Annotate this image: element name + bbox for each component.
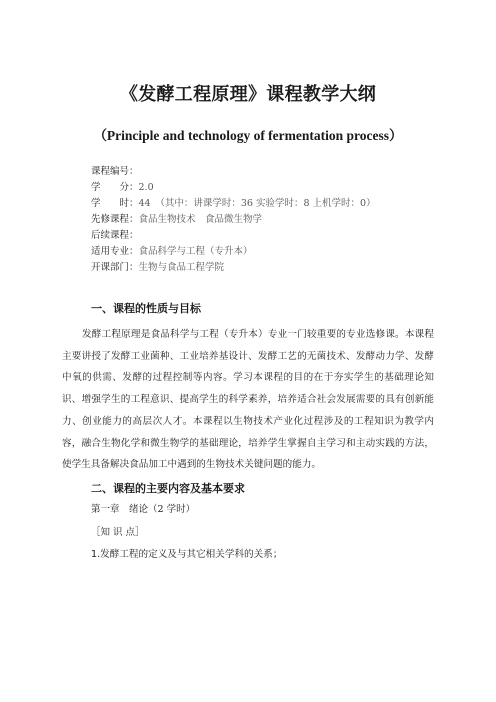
knowledge-points-label: ［知 识 点］ (91, 527, 145, 538)
dept-row (91, 260, 376, 276)
course-code-label: 课程编号： (91, 166, 139, 177)
document-title: 《发酵工程原理》课程教学大纲 (119, 84, 377, 105)
prereq-label: 先修课程： (91, 214, 139, 225)
prereq-row (91, 212, 376, 228)
credits-row (91, 180, 376, 196)
dept-value: 生物与食品工程学院 (138, 262, 225, 273)
followup-label: 后续课程： (91, 230, 139, 241)
hours-value: 44 （其中：讲课学时：36 实验学时：8 上机学时：0） (138, 198, 376, 209)
section-paragraph-nature: 发酵工程原理是食品科学与工程（专升本）专业一门较重要的专业选修课。本课程主要讲授了发酵工业菌种、工业培养基设计、发酵工艺的无菌技术、发酵动力学、发酵中氧的供需、发酵的过程控制等内容。学习本课程的目的在于夯实学生的基础理论知识、增强学生的工程意识、提高学生的科学素养，培养适合社会发展需要的具有创新能力、创业能力的高层次人才。本课程以生物技术产业化过程涉及的工程知识为教学内容，融合生物化学和微生物学的基础理论，培养学生掌握自主学习和主动实践的方法，使学生具备解决食品加工中遇到的生物技术关键问题的能力。 (62, 329, 434, 471)
document-subtitle: （Principle and technology of fermentation process） (93, 128, 403, 143)
major-label: 适用专业： (91, 246, 139, 257)
major-row (91, 244, 376, 260)
followup-row (91, 228, 376, 244)
knowledge-item: 1.发酵工程的定义及与其它相关学科的关系； (91, 549, 283, 560)
section-heading-content: 二、课程的主要内容及基本要求 (91, 482, 245, 495)
hours-label: 学 时： (91, 198, 139, 209)
major-value: 食品科学与工程（专升本） (138, 246, 253, 257)
course-code-row (91, 164, 376, 180)
course-meta (91, 164, 376, 276)
dept-label: 开课部门： (91, 262, 139, 273)
credits-label: 学 分： (91, 182, 139, 193)
credits-value: 2.0 (138, 182, 154, 193)
hours-row (91, 196, 376, 212)
prereq-value: 食品生物技术 食品微生物学 (138, 214, 263, 225)
chapter-title: 第一章 绪论（2 学时） (91, 504, 196, 515)
section-heading-nature: 一、课程的性质与目标 (91, 302, 201, 315)
